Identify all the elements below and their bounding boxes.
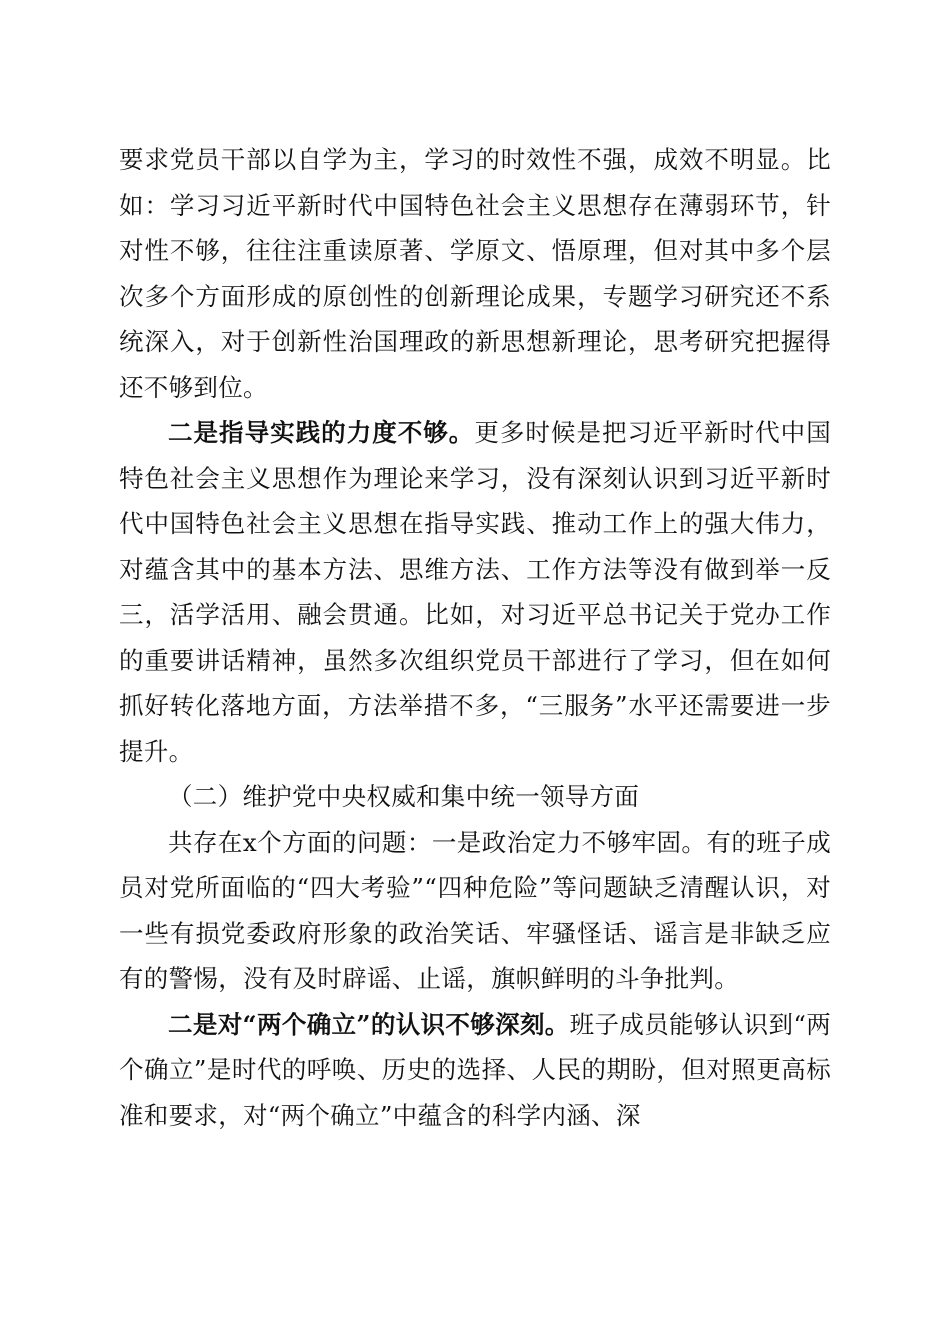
paragraph-1-text: 要求党员干部以自学为主，学习的时效性不强，成效不明显。比如：学习习近平新时代中国特色社会主义思想存在薄弱环节，针对性不够，往往注重读原著、学原文、悟原理，但对其中多个层次多个方面形成的原创性的创新理论成果，专题学习研究还不系统深入，对于创新性治国理政的新思想新理论，思考研究把握得还不够到位。 bbox=[119, 145, 831, 402]
paragraph-1 bbox=[119, 137, 831, 410]
paragraph-3 bbox=[119, 820, 831, 1002]
paragraph-3-text: 共存在x个方面的问题：一是政治定力不够牢固。有的班子成员对党所面临的“四大考验”“四种危险”等问题缺乏清醒认识，对一些有损党委政府形象的政治笑话、牢骚怪话、谣言是非缺乏应有的警惕，没有及时辟谣、止谣，旗帜鲜明的斗争批判。 bbox=[119, 827, 831, 993]
paragraph-2 bbox=[119, 410, 831, 774]
paragraph-4 bbox=[119, 1002, 831, 1139]
paragraph-4-text: 班子成员能够认识到“两个确立”是时代的呼唤、历史的选择、人民的期盼，但对照更高标准和要求，对“两个确立”中蕴含的科学内涵、深 bbox=[119, 1009, 831, 1130]
section-heading-text: （二）维护党中央权威和集中统一领导方面 bbox=[168, 782, 640, 811]
section-heading bbox=[119, 774, 831, 820]
paragraph-4-lead: 二是对“两个确立”的认识不够深刻。 bbox=[168, 1009, 570, 1039]
document-body bbox=[119, 137, 831, 1138]
paragraph-2-lead: 二是指导实践的力度不够。 bbox=[168, 418, 475, 447]
paragraph-2-text: 更多时候是把习近平新时代中国特色社会主义思想作为理论来学习，没有深刻认识到习近平新时代中国特色社会主义思想在指导实践、推动工作上的强大伟力，对蕴含其中的基本方法、思维方法、工作方法等没有做到举一反三，活学活用、融会贯通。比如，对习近平总书记关于党办工作的重要讲话精神，虽然多次组织党员干部进行了学习，但在如何抓好转化落地方面，方法举措不多，“三服务”水平还需要进一步提升。 bbox=[119, 418, 831, 766]
